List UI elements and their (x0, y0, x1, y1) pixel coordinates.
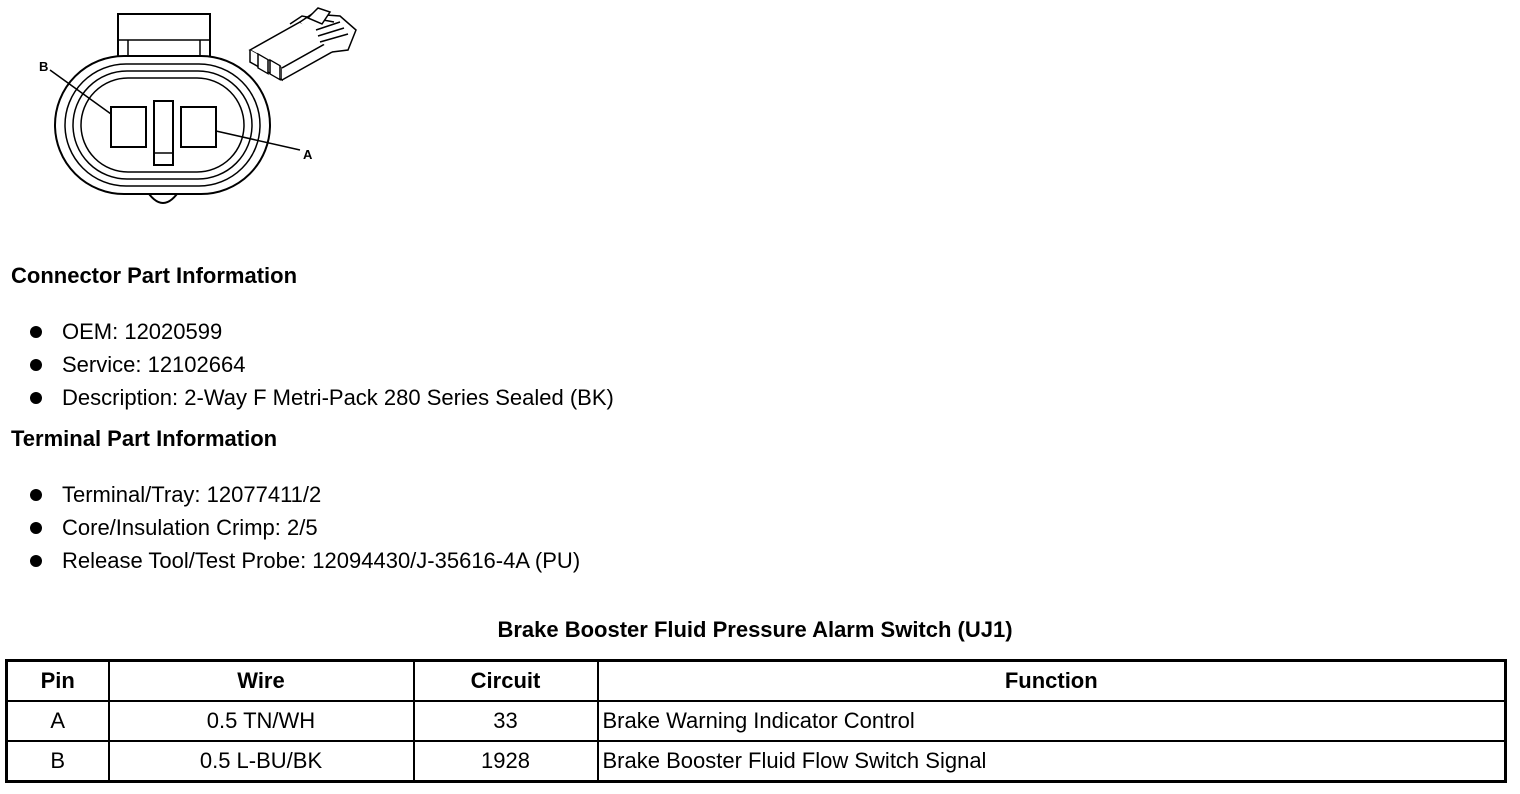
cell-circuit: 33 (414, 701, 598, 741)
bullet-icon (30, 489, 42, 501)
cell-pin: B (7, 741, 109, 782)
cell-wire: 0.5 L-BU/BK (109, 741, 414, 782)
list-item (28, 348, 614, 381)
bullet-icon (30, 392, 42, 404)
table-title: Brake Booster Fluid Pressure Alarm Switch (UJ1) (497, 617, 1013, 642)
list-item (28, 511, 580, 544)
list-item-text: Terminal/Tray: 12077411/2 (62, 482, 322, 507)
header-pin: Pin (7, 661, 109, 702)
list-item (28, 381, 614, 414)
pin-label-b: B (39, 59, 49, 74)
cell-circuit: 1928 (414, 741, 598, 782)
bullet-icon (30, 555, 42, 567)
list-item-text: Description: 2-Way F Metri-Pack 280 Series Sealed (BK) (62, 385, 614, 410)
cell-function: Brake Warning Indicator Control (598, 701, 1506, 741)
bullet-icon (30, 326, 42, 338)
terminal-part-info-heading: Terminal Part Information (11, 426, 278, 451)
list-item (28, 478, 580, 511)
header-circuit: Circuit (414, 661, 598, 702)
connector-face-drawing (0, 0, 380, 225)
list-item (28, 315, 614, 348)
table-header-row (7, 661, 1506, 702)
list-item-text: OEM: 12020599 (62, 319, 223, 344)
list-item-text: Release Tool/Test Probe: 12094430/J-35616-4A (PU) (62, 548, 581, 573)
connector-part-info-heading: Connector Part Information (11, 263, 298, 288)
list-item (28, 544, 580, 577)
cell-function: Brake Booster Fluid Flow Switch Signal (598, 741, 1506, 782)
header-wire: Wire (109, 661, 414, 702)
pinout-table (5, 659, 1507, 783)
connector-isometric-icon (250, 8, 356, 80)
bullet-icon (30, 522, 42, 534)
table-row (7, 741, 1506, 782)
header-function: Function (598, 661, 1506, 702)
pin-label-a: A (303, 147, 313, 162)
bullet-icon (30, 359, 42, 371)
terminal-part-info-list (28, 478, 580, 577)
connector-part-info-list (28, 315, 614, 414)
list-item-text: Service: 12102664 (62, 352, 246, 377)
table-row (7, 701, 1506, 741)
cell-pin: A (7, 701, 109, 741)
cell-wire: 0.5 TN/WH (109, 701, 414, 741)
list-item-text: Core/Insulation Crimp: 2/5 (62, 515, 318, 540)
